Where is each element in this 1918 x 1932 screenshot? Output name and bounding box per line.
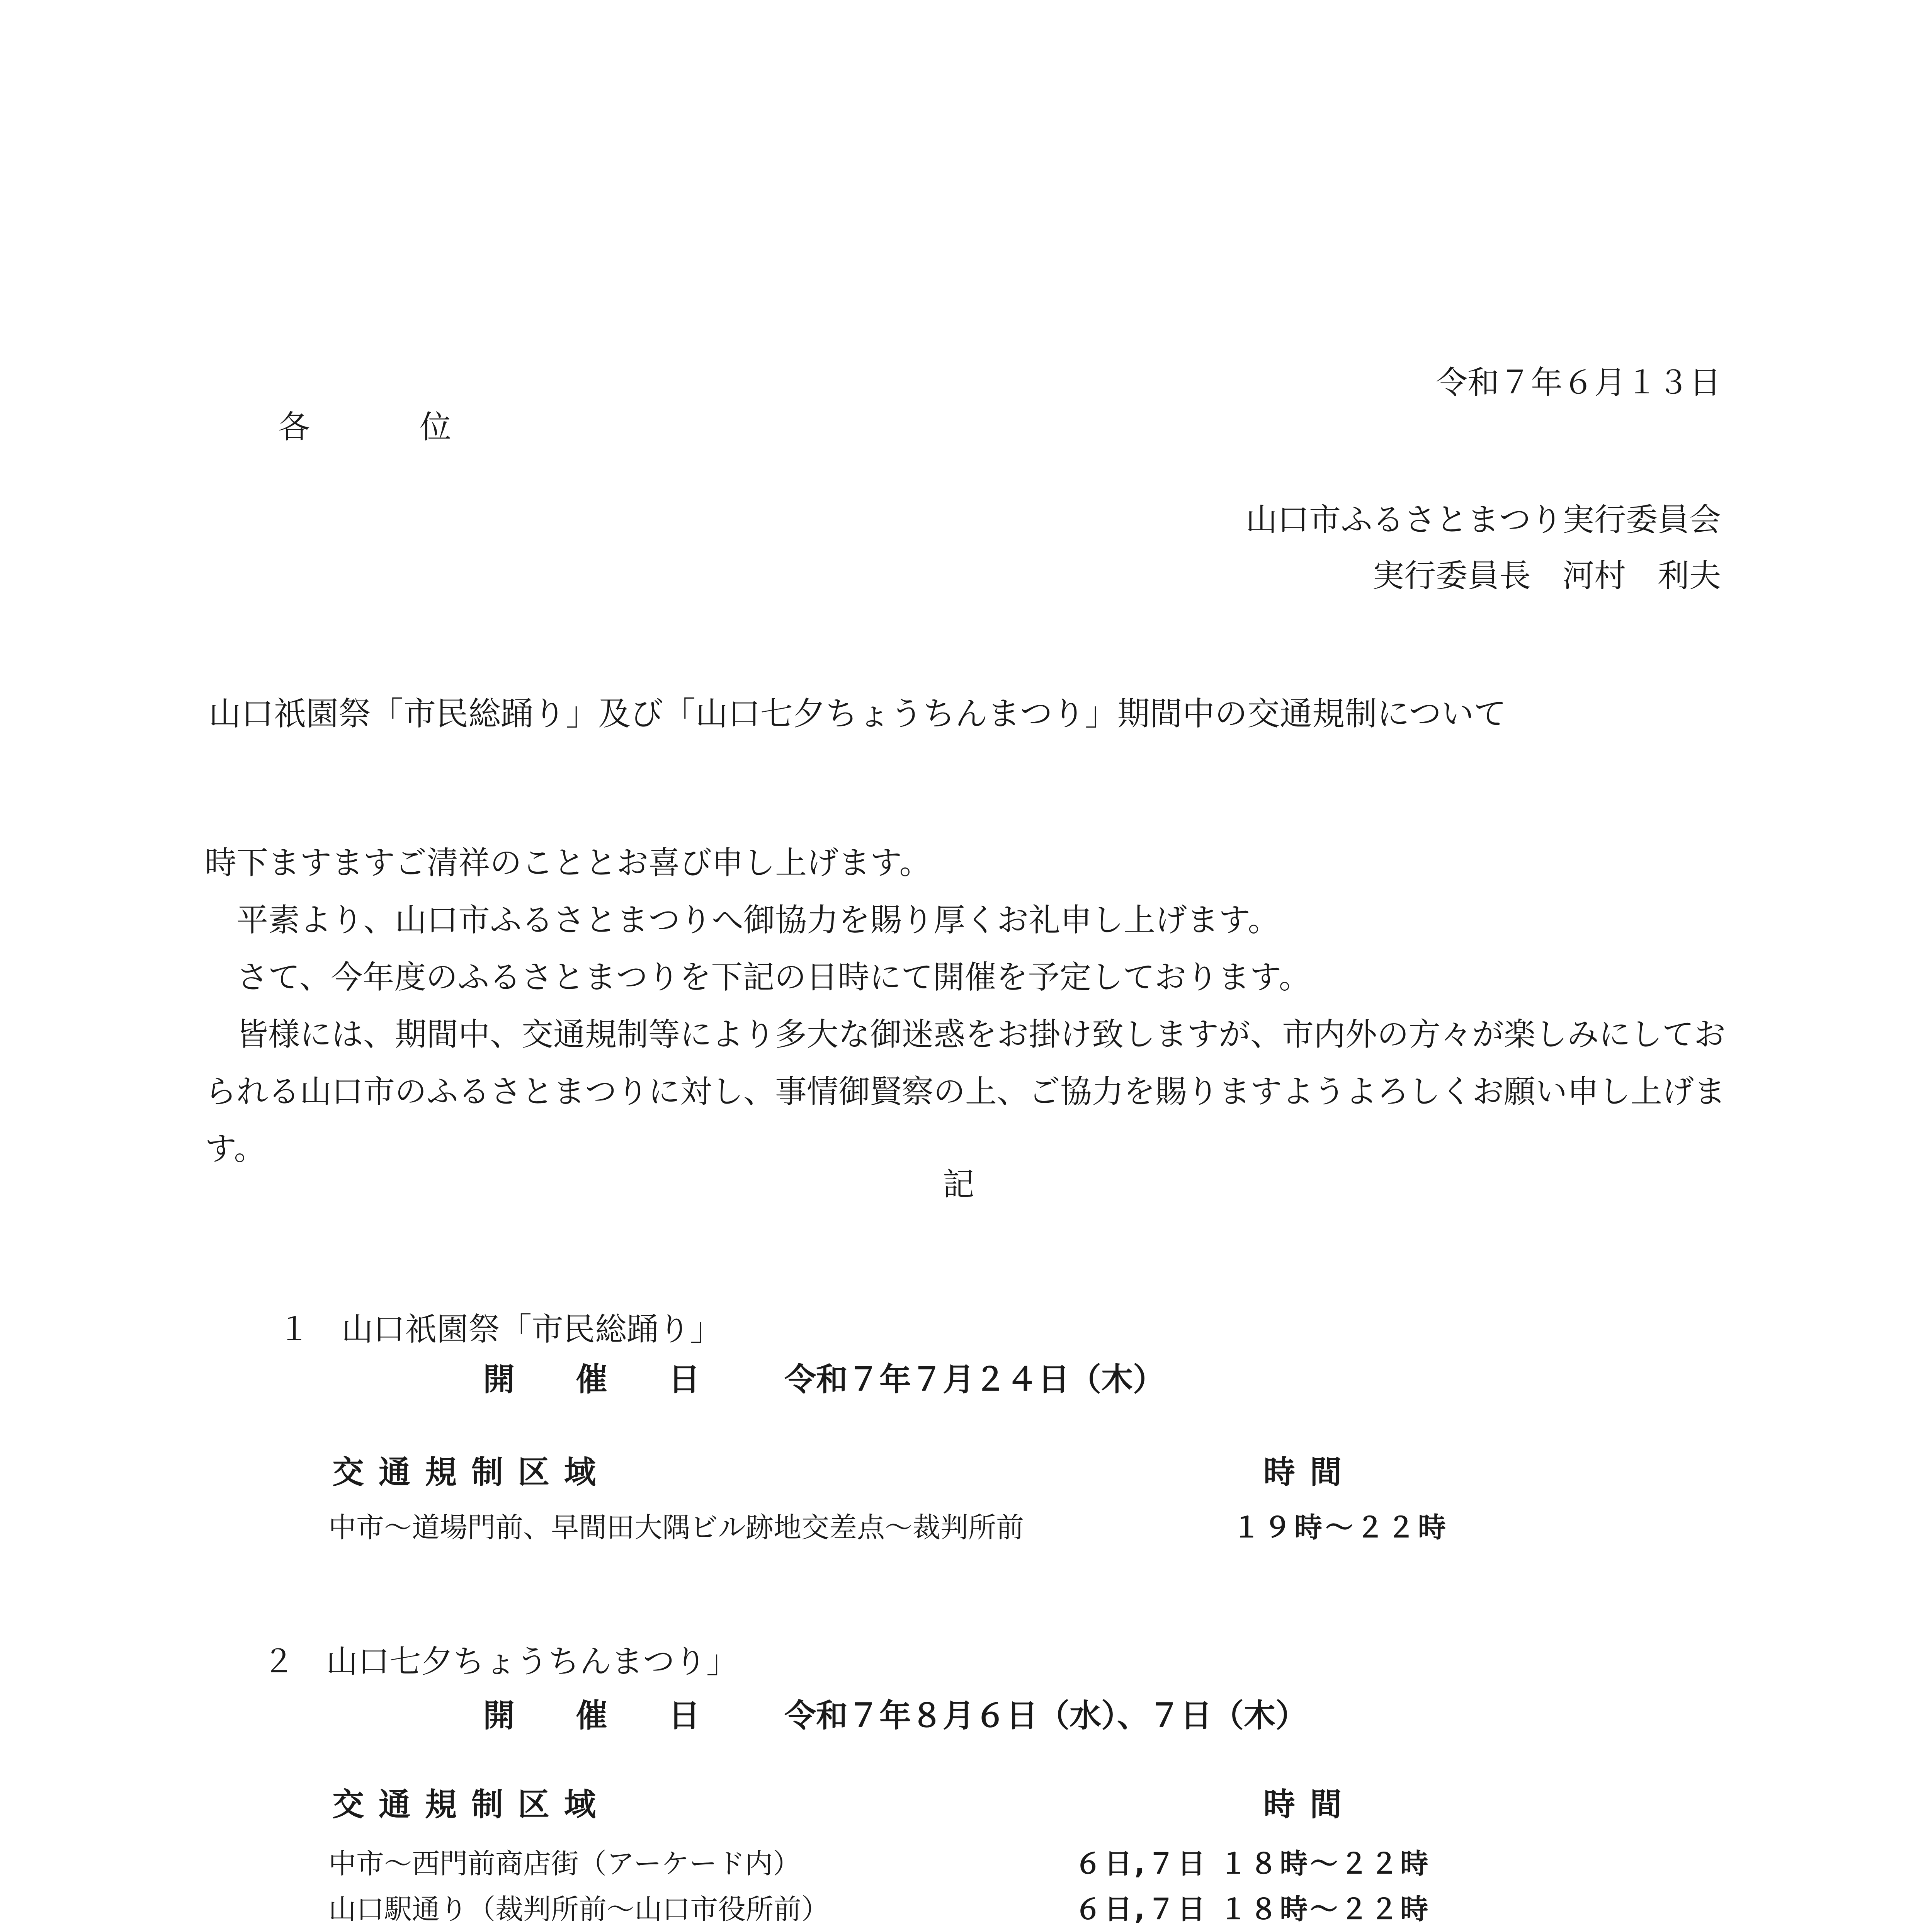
section2-time-header: 時間 bbox=[1263, 1786, 1357, 1823]
section2-date-value: 令和７年８月６日（水）、７日（木） bbox=[784, 1697, 1308, 1734]
body-text bbox=[205, 835, 1743, 1178]
section1-time-header: 時間 bbox=[1263, 1454, 1357, 1491]
sender-org: 山口市ふるさとまつり実行委員会 bbox=[1245, 502, 1721, 538]
time-cell: １９時～２２時 bbox=[1233, 1511, 1449, 1544]
addressee: 各 位 bbox=[278, 409, 467, 446]
table-row bbox=[328, 1841, 1488, 1880]
section1-heading: １ 山口祇園祭「市民総踊り」 bbox=[278, 1311, 722, 1348]
time-cell: ６日,７日 １８時～２２時 bbox=[1074, 1847, 1431, 1880]
area-cell: 中市～西門前商店街（アーケード内） bbox=[328, 1847, 801, 1880]
paragraph-2: さて、今年度のふるさとまつりを下記の日時にて開催を予定しております。 bbox=[236, 959, 1311, 996]
paragraph-1: 平素より、山口市ふるさとまつりへ御協力を賜り厚くお礼申し上げます。 bbox=[236, 902, 1280, 939]
section2-area-header: 交通規制区域 bbox=[332, 1786, 611, 1823]
table-row bbox=[328, 1887, 1488, 1925]
section1-area-header: 交通規制区域 bbox=[332, 1454, 611, 1491]
area-cell: 山口駅通り（裁判所前～山口市役所前） bbox=[328, 1893, 830, 1925]
table-row bbox=[328, 1505, 1488, 1544]
paragraph-3: 皆様には、期間中、交通規制等により多大な御迷惑をお掛け致しますが、市内外の方々が楽しみにしておられる山口市のふるさとまつりに対し、事情御賢察の上、ご協力を賜りますようよろしくお願い申し上げます。 bbox=[205, 1016, 1726, 1167]
subject-title: 山口祇園祭「市民総踊り」及び「山口七夕ちょうちんまつり」期間中の交通規制について bbox=[209, 695, 1507, 733]
section1-date-label: 開 催 日 bbox=[483, 1361, 715, 1398]
time-cell: ６日,７日 １８時～２２時 bbox=[1074, 1893, 1431, 1925]
document-date: 令和７年６月１３日 bbox=[1435, 364, 1721, 401]
sender-chair: 実行委員長 河村 利夫 bbox=[1372, 558, 1721, 594]
section2-table bbox=[328, 1841, 1488, 1932]
greeting: 時下ますますご清祥のこととお喜び申し上げます。 bbox=[205, 845, 931, 881]
section2-date-label: 開 催 日 bbox=[483, 1697, 715, 1734]
area-cell: 中市～道場門前、早間田大隅ビル跡地交差点～裁判所前 bbox=[328, 1511, 1024, 1544]
ki-marker: 記 bbox=[943, 1166, 975, 1203]
section2-heading: ２ 山口七夕ちょうちんまつり」 bbox=[263, 1643, 738, 1680]
section1-date-value: 令和７年７月２４日（木） bbox=[784, 1361, 1165, 1398]
